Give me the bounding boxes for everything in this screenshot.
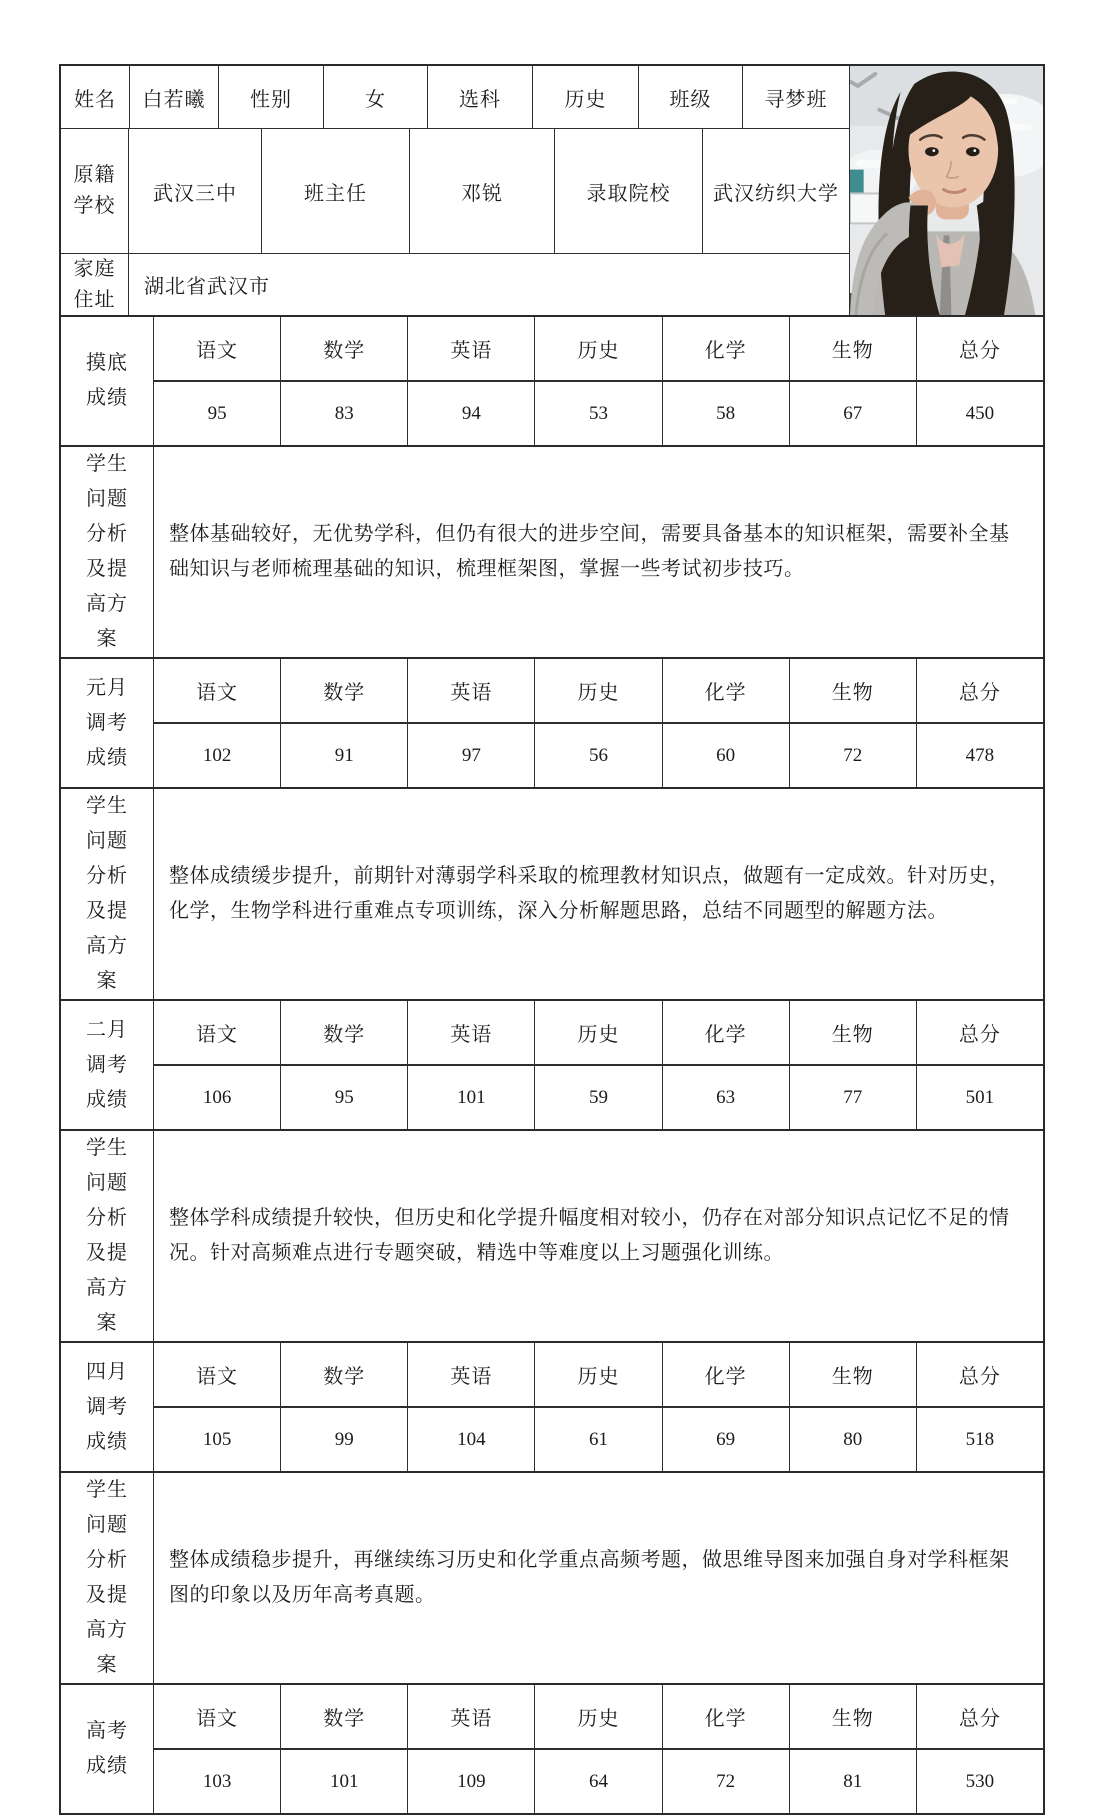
subject-header: 生物 xyxy=(790,1343,917,1406)
elective-label: 选科 xyxy=(428,66,533,128)
january-scores-label: 元月调考成绩 xyxy=(61,659,154,787)
score-value-row xyxy=(154,382,1043,445)
analysis-label: 学生问题分析及提高方案 xyxy=(61,447,154,657)
analysis-label: 学生问题分析及提高方案 xyxy=(61,1131,154,1341)
subject-header-row xyxy=(154,1685,1043,1750)
subject-header: 英语 xyxy=(408,1001,535,1064)
score-value: 63 xyxy=(663,1066,790,1129)
score-value: 60 xyxy=(663,724,790,787)
analysis-text: 整体学科成绩提升较快，但历史和化学提升幅度相对较小，仍存在对部分知识点记忆不足的情况。针对高频难点进行专题突破，精选中等难度以上习题强化训练。 xyxy=(169,1207,1010,1264)
class-label: 班级 xyxy=(639,66,743,128)
subject-header: 历史 xyxy=(535,659,662,722)
subject-header: 化学 xyxy=(663,317,790,380)
score-value: 102 xyxy=(154,724,281,787)
analysis-section-4 xyxy=(61,1473,1043,1685)
subject-header: 语文 xyxy=(154,317,281,380)
score-value: 97 xyxy=(408,724,535,787)
subject-header: 历史 xyxy=(535,1343,662,1406)
subject-header: 数学 xyxy=(281,1001,408,1064)
score-value: 64 xyxy=(535,1750,662,1813)
subject-header: 化学 xyxy=(663,1343,790,1406)
score-value: 59 xyxy=(535,1066,662,1129)
score-value: 518 xyxy=(965,1428,995,1450)
score-value-row xyxy=(154,1408,1043,1471)
class-value: 寻梦班 xyxy=(764,88,828,111)
score-value: 101 xyxy=(281,1750,408,1813)
college-value: 武汉纺织大学 xyxy=(713,182,839,205)
profile-row-1 xyxy=(61,66,849,129)
subject-header: 生物 xyxy=(790,1685,917,1748)
score-value: 91 xyxy=(281,724,408,787)
january-scores-grid xyxy=(154,659,1043,787)
gaokao-scores-grid xyxy=(154,1685,1043,1813)
profile-grid xyxy=(61,66,849,315)
origin-school-label: 原籍学校 xyxy=(61,129,129,253)
subject-header: 数学 xyxy=(281,659,408,722)
subject-header: 英语 xyxy=(408,659,535,722)
subject-header: 总分 xyxy=(958,1366,1001,1388)
subject-header: 语文 xyxy=(154,659,281,722)
february-scores-section xyxy=(61,1001,1043,1131)
score-value: 80 xyxy=(790,1408,917,1471)
score-value: 103 xyxy=(154,1750,281,1813)
subject-header: 总分 xyxy=(958,682,1001,704)
subject-header: 总分 xyxy=(958,1708,1001,1730)
score-value: 530 xyxy=(965,1770,995,1792)
score-value: 53 xyxy=(535,382,662,445)
address-label: 家庭住址 xyxy=(61,254,129,315)
subject-header: 化学 xyxy=(663,1001,790,1064)
score-value: 95 xyxy=(154,382,281,445)
analysis-section-3 xyxy=(61,1131,1043,1343)
january-scores-section xyxy=(61,659,1043,789)
analysis-text: 整体成绩稳步提升，再继续练习历史和化学重点高频考题，做思维导图来加强自身对学科框架图的印象以及历年高考真题。 xyxy=(169,1549,1010,1606)
score-value-row xyxy=(154,1750,1043,1813)
score-value: 94 xyxy=(408,382,535,445)
score-value: 83 xyxy=(281,382,408,445)
subject-header-row xyxy=(154,1001,1043,1066)
elective-value: 历史 xyxy=(533,66,639,128)
address-value: 湖北省武汉市 xyxy=(144,276,270,298)
baseline-scores-label: 摸底成绩 xyxy=(61,317,154,445)
subject-header: 化学 xyxy=(663,659,790,722)
score-value: 61 xyxy=(535,1408,662,1471)
subject-header: 英语 xyxy=(408,1343,535,1406)
score-value: 101 xyxy=(408,1066,535,1129)
student-photo-illustration xyxy=(850,66,1043,315)
subject-header: 语文 xyxy=(154,1343,281,1406)
gender-label: 性别 xyxy=(219,66,324,128)
score-value: 77 xyxy=(790,1066,917,1129)
gaokao-scores-label: 高考成绩 xyxy=(61,1685,154,1813)
subject-header-row xyxy=(154,317,1043,382)
subject-header: 生物 xyxy=(790,1001,917,1064)
score-value-row xyxy=(154,724,1043,787)
score-value: 501 xyxy=(965,1086,995,1108)
score-value: 69 xyxy=(663,1408,790,1471)
profile-row-3 xyxy=(61,254,849,315)
score-value: 81 xyxy=(790,1750,917,1813)
february-scores-grid xyxy=(154,1001,1043,1129)
student-photo xyxy=(849,66,1043,315)
baseline-scores-grid xyxy=(154,317,1043,445)
analysis-label: 学生问题分析及提高方案 xyxy=(61,789,154,999)
subject-header-row xyxy=(154,1343,1043,1408)
score-value: 104 xyxy=(408,1408,535,1471)
subject-header: 英语 xyxy=(408,317,535,380)
score-value: 106 xyxy=(154,1066,281,1129)
name-value: 白若曦 xyxy=(130,66,219,128)
name-label: 姓名 xyxy=(61,66,130,128)
subject-header: 数学 xyxy=(281,1685,408,1748)
subject-header: 语文 xyxy=(154,1685,281,1748)
analysis-section-1 xyxy=(61,447,1043,659)
subject-header: 历史 xyxy=(535,317,662,380)
april-scores-grid xyxy=(154,1343,1043,1471)
subject-header: 化学 xyxy=(663,1685,790,1748)
subject-header: 总分 xyxy=(958,340,1001,362)
score-value: 72 xyxy=(663,1750,790,1813)
score-value: 109 xyxy=(408,1750,535,1813)
gaokao-scores-section xyxy=(61,1685,1043,1813)
head-teacher-value: 邓锐 xyxy=(410,129,555,253)
subject-header: 语文 xyxy=(154,1001,281,1064)
score-value: 478 xyxy=(965,744,995,766)
subject-header: 生物 xyxy=(790,317,917,380)
subject-header: 英语 xyxy=(408,1685,535,1748)
april-scores-section xyxy=(61,1343,1043,1473)
profile-row-2 xyxy=(61,129,849,254)
april-scores-label: 四月调考成绩 xyxy=(61,1343,154,1471)
score-value: 95 xyxy=(281,1066,408,1129)
subject-header-row xyxy=(154,659,1043,724)
head-teacher-label: 班主任 xyxy=(262,129,410,253)
subject-header: 生物 xyxy=(790,659,917,722)
score-value: 105 xyxy=(154,1408,281,1471)
score-value: 56 xyxy=(535,724,662,787)
february-scores-label: 二月调考成绩 xyxy=(61,1001,154,1129)
subject-header: 数学 xyxy=(281,317,408,380)
analysis-label: 学生问题分析及提高方案 xyxy=(61,1473,154,1683)
score-value: 99 xyxy=(281,1408,408,1471)
score-value: 58 xyxy=(663,382,790,445)
profile-section xyxy=(61,66,1043,317)
subject-header: 总分 xyxy=(958,1024,1001,1046)
baseline-scores-section xyxy=(61,317,1043,447)
score-value: 72 xyxy=(790,724,917,787)
score-value-row xyxy=(154,1066,1043,1129)
college-label: 录取院校 xyxy=(555,129,703,253)
analysis-text: 整体成绩缓步提升，前期针对薄弱学科采取的梳理教材知识点，做题有一定成效。针对历史，化学，生物学科进行重难点专项训练，深入分析解题思路，总结不同题型的解题方法。 xyxy=(169,865,1010,922)
analysis-text: 整体基础较好，无优势学科，但仍有很大的进步空间，需要具备基本的知识框架，需要补全基础知识与老师梳理基础的知识，梳理框架图，掌握一些考试初步技巧。 xyxy=(169,523,1010,580)
analysis-section-2 xyxy=(61,789,1043,1001)
gender-value: 女 xyxy=(324,66,428,128)
origin-school-value: 武汉三中 xyxy=(129,129,262,253)
subject-header: 历史 xyxy=(535,1001,662,1064)
subject-header: 历史 xyxy=(535,1685,662,1748)
score-value: 450 xyxy=(965,402,995,424)
subject-header: 数学 xyxy=(281,1343,408,1406)
student-report-table xyxy=(59,64,1045,1815)
score-value: 67 xyxy=(790,382,917,445)
